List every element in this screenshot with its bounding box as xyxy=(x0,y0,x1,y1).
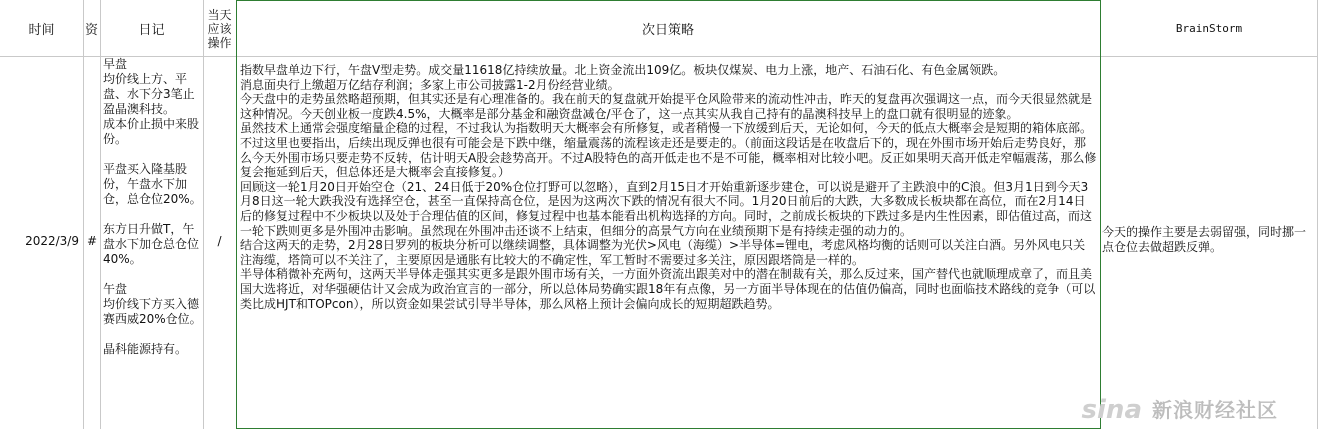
header-brainstorm[interactable]: BrainStorm xyxy=(1175,22,1243,35)
today-op-cell[interactable]: / xyxy=(217,234,222,248)
grid-line xyxy=(203,0,204,429)
brainstorm-cell[interactable]: 今天的操作主要是去弱留强，同时挪一点仓位去做超跌反弹。 xyxy=(1102,225,1307,254)
date-cell[interactable]: 2022/3/9 xyxy=(25,234,79,248)
header-today-op[interactable]: 当天 应该 操作 xyxy=(207,7,232,50)
diary-cell[interactable]: 早盘 均价线上方、平盘、水下分3笔止盈晶澳科技。 成本价止损中来股份。 平盘买入隆基股份，午盘水下加仓，总仓位20%。 东方日升做T，午盘水下加仓总仓位40%。 午盘 均价线下方买入德赛西威20%仓位。 晶科能源持有。 xyxy=(103,57,202,356)
grid-line xyxy=(100,0,101,429)
header-capital[interactable]: 资 xyxy=(84,23,98,38)
sina-logo: sina xyxy=(1081,395,1142,425)
grid-line xyxy=(83,0,84,429)
header-time[interactable]: 时间 xyxy=(28,23,55,38)
header-diary[interactable]: 日记 xyxy=(138,23,165,38)
watermark-text: 新浪财经社区 xyxy=(1152,398,1278,422)
header-next-strategy[interactable]: 次日策略 xyxy=(641,23,694,38)
strategy-cell[interactable]: 指数早盘单边下行，午盘V型走势。成交量11618亿持续放量。北上资金流出109亿。板块仅煤炭、电力上涨，地产、石油石化、有色金属领跌。 消息面央行上缴超万亿结存利润；多家上市公司披露1-2月份经营业绩。 今天盘中的走势虽然略超预期，但其实还是有心理准备的。我在前天的复盘就开始提平仓风险带来的流动性冲击，昨天的复盘再次强调这一点，而今天很显然就是这种情况。今天创业板一度跌4.5%，大概率是部分基金和融资盘减仓/平仓了，这一点其实从我自己持有的晶澳科技早上的盘口就有很明显的迹象。 虽然技术上通常会强度缩量企稳的过程，不过我认为指数明天大概率会有所修复，或者稍慢一下放缓到后天，无论如何，今天的低点大概率会是短期的箱体底部。不过这里也要指出，后续出现反弹也很有可能会是下跌中继，缩量震荡的流程该走还是要走的。（前面这段话是在收盘后下的，现在外围市场开始后走势良好，那么今天外围市场只要走势不反转，估计明天A股会趁势高开。不过A股特色的高开低走也不是不可能，概率相对比较小吧。反正如果明天高开低走窄幅震荡，那么修复会拖延到后天，但总体还是大概率会直接修复。） 回顾这一轮1月20日开始空仓（21、24日低于20%仓位打野可以忽略），直到2月15日才开始重新逐步建仓，可以说是避开了主跌浪中的C浪。但3月1日到今天3月8日这一轮大跌我没有选择空仓，甚至一直保持高仓位，是因为这两次下跌的情况有很大不同。1月20日前后的大跌，大多数成长板块都在高位，而在2月14日后的修复过程中不少板块以及处于合理估值的区间，修复过程中也基本能看出机构选择的方向。同时，之前成长板块的下跌过多是内生性因素，即估值过高，而这一轮下跌则更多是外围冲击影响。虽然现在外围冲击还谈不上结束，但细分的高景气方向在业绩预期下是有持续走强的动力的。 结合这两天的走势，2月28日罗列的板块分析可以继续调整，具体调整为光伏>风电（海缆）>半导体=锂电，考虑风格均衡的话则可以关注白酒。另外风电只关注海缆，塔筒可以不关注了，主要原因是通胀有比较大的不确定性，军工暂时不需要过多关注，原因跟塔筒是一样的。 半导体稍微补充两句，这两天半导体走强其实更多是跟外围市场有关，一方面外资流出跟美对中的潜在制裁有关，那么反过来，国产替代也就顺理成章了，而且美国大选将近，对华强硬估计又会成为政治宣言的一部分，所以总体局势确实跟18年有点像，另一方面半导体现在的估值仍偏高，同时也面临技术路线的竞争（可以类比成HJT和TOPcon），所以资金如果尝试引导半导体，那么风格上预计会偏向成长的短期超跌趋势。 xyxy=(240,63,1097,311)
capital-cell[interactable]: # xyxy=(86,234,98,248)
